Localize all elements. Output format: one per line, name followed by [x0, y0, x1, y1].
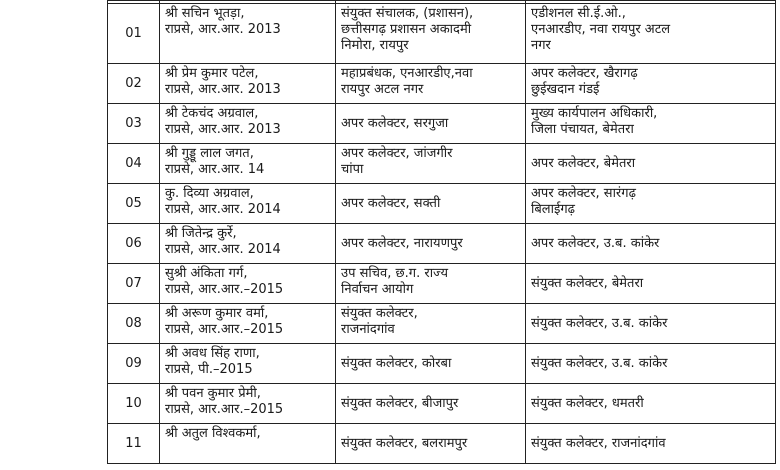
new-posting — [526, 224, 776, 264]
new-posting-line: संयुक्त कलेक्टर, उ.ब. कांकेर — [531, 355, 668, 371]
table-row — [108, 144, 776, 184]
current-post-line: राजनांदगांव — [341, 322, 395, 337]
table-row — [108, 224, 776, 264]
current-post-line: उप सचिव, छ.ग. राज्य — [341, 266, 449, 281]
transfer-order-table — [107, 0, 776, 464]
table-row — [108, 4, 776, 64]
officer-cell — [160, 264, 336, 304]
officer-name: श्री टेकचंद अग्रवाल, — [165, 106, 259, 121]
table-row — [108, 344, 776, 384]
new-posting — [526, 264, 776, 304]
officer-name: श्री अरूण कुमार वर्मा, — [165, 306, 269, 321]
serial-number: 10 — [108, 384, 160, 424]
current-post — [336, 144, 526, 184]
new-posting-line: जिला पंचायत, बेमेतरा — [531, 122, 634, 137]
officer-batch: राप्रसे, आर.आर. 2014 — [165, 202, 281, 217]
officer-name: श्री पवन कुमार प्रेमी, — [165, 386, 261, 401]
officer-name: श्री प्रेम कुमार पटेल, — [165, 66, 259, 81]
serial-number: 03 — [108, 104, 160, 144]
serial-number: 02 — [108, 64, 160, 104]
officer-name: श्री जितेन्द्र कुर्रे, — [165, 226, 237, 241]
table-row — [108, 184, 776, 224]
current-post — [336, 384, 526, 424]
new-posting-line: अपर कलेक्टर, सारंगढ़ — [531, 186, 636, 201]
new-posting — [526, 344, 776, 384]
officer-cell — [160, 144, 336, 184]
current-post — [336, 224, 526, 264]
current-post-line: संयुक्त कलेक्टर, बीजापुर — [341, 395, 459, 411]
current-post-line: निमोरा, रायपुर — [341, 38, 409, 53]
table-row — [108, 424, 776, 464]
current-post-line: संयुक्त कलेक्टर, बलरामपुर — [341, 435, 468, 451]
officer-batch: राप्रसे, आर.आर.–2015 — [165, 402, 284, 417]
current-post — [336, 264, 526, 304]
serial-number: 08 — [108, 304, 160, 344]
serial-number: 11 — [108, 424, 160, 464]
table-row — [108, 64, 776, 104]
serial-number: 05 — [108, 184, 160, 224]
new-posting — [526, 64, 776, 104]
officer-cell — [160, 4, 336, 64]
officer-batch: राप्रसे, आर.आर. 2013 — [165, 22, 281, 37]
new-posting-line: अपर कलेक्टर, बेमेतरा — [531, 155, 636, 171]
current-post-line: संयुक्त कलेक्टर, कोरबा — [341, 355, 452, 371]
officer-cell — [160, 104, 336, 144]
current-post-line: निर्वाचन आयोग — [341, 282, 414, 297]
serial-number: 04 — [108, 144, 160, 184]
current-post-line: छत्तीसगढ़ प्रशासन अकादमी — [341, 22, 472, 37]
table-row — [108, 104, 776, 144]
table-row — [108, 304, 776, 344]
new-posting-line: एनआरडीए, नवा रायपुर अटल — [531, 22, 671, 37]
current-post-line: संयुक्त कलेक्टर, — [341, 306, 418, 321]
officer-cell — [160, 424, 336, 464]
officer-cell — [160, 384, 336, 424]
current-post-line: अपर कलेक्टर, जांजगीर — [341, 146, 453, 161]
officer-name: श्री अवध सिंह राणा, — [165, 346, 260, 361]
table-row — [108, 384, 776, 424]
officer-name: श्री अतुल विश्वकर्मा, — [165, 426, 261, 441]
officer-cell — [160, 344, 336, 384]
new-posting-line: अपर कलेक्टर, उ.ब. कांकेर — [531, 235, 660, 251]
officer-batch: राप्रसे, आर.आर. 2014 — [165, 242, 281, 257]
current-post-line: अपर कलेक्टर, सरगुजा — [341, 115, 449, 131]
officer-batch: राप्रसे, आर.आर. 2013 — [165, 82, 281, 97]
officer-name: श्री गुड्डू लाल जगत, — [165, 146, 254, 161]
new-posting — [526, 144, 776, 184]
new-posting-line: छुईखदान गंडई — [531, 82, 600, 97]
current-post-line: रायपुर अटल नगर — [341, 82, 424, 97]
officer-name: श्री सचिन भूतड़ा, — [165, 6, 245, 21]
officer-name: कु. दिव्या अग्रवाल, — [165, 186, 254, 201]
current-post — [336, 64, 526, 104]
current-post — [336, 304, 526, 344]
officer-name: सुश्री अंकिता गर्ग, — [165, 266, 248, 281]
current-post-line: महाप्रबंधक, एनआरडीए,नवा — [341, 66, 473, 81]
table-row — [108, 264, 776, 304]
officer-batch: राप्रसे, आर.आर. 2013 — [165, 122, 281, 137]
new-posting — [526, 104, 776, 144]
serial-number: 01 — [108, 4, 160, 64]
officer-cell — [160, 224, 336, 264]
officer-cell — [160, 184, 336, 224]
current-post — [336, 184, 526, 224]
new-posting-line: एडीशनल सी.ई.ओ., — [531, 6, 626, 21]
serial-number: 06 — [108, 224, 160, 264]
current-post-line: अपर कलेक्टर, सक्ती — [341, 195, 441, 211]
new-posting — [526, 304, 776, 344]
new-posting-line: संयुक्त कलेक्टर, उ.ब. कांकेर — [531, 315, 668, 331]
current-post — [336, 4, 526, 64]
new-posting-line: बिलाईगढ़ — [531, 202, 575, 217]
officer-cell — [160, 304, 336, 344]
current-post — [336, 104, 526, 144]
new-posting-line: संयुक्त कलेक्टर, धमतरी — [531, 395, 644, 411]
new-posting-line: संयुक्त कलेक्टर, बेमेतरा — [531, 275, 644, 291]
current-post — [336, 424, 526, 464]
officer-batch: राप्रसे, आर.आर.–2015 — [165, 282, 284, 297]
serial-number: 07 — [108, 264, 160, 304]
current-post-line: संयुक्त संचालक, (प्रशासन), — [341, 6, 474, 21]
officer-batch: राप्रसे, आर.आर.–2015 — [165, 322, 284, 337]
officer-batch: राप्रसे, आर.आर. 14 — [165, 162, 265, 177]
new-posting-line: संयुक्त कलेक्टर, राजनांदगांव — [531, 435, 666, 451]
current-post-line: चांपा — [341, 162, 364, 177]
new-posting-line: नगर — [531, 38, 551, 53]
new-posting — [526, 4, 776, 64]
new-posting-line: अपर कलेक्टर, खैरागढ़ — [531, 66, 638, 81]
serial-number: 09 — [108, 344, 160, 384]
current-post — [336, 344, 526, 384]
officer-batch: राप्रसे, पी.–2015 — [165, 362, 253, 377]
new-posting — [526, 184, 776, 224]
new-posting — [526, 384, 776, 424]
current-post-line: अपर कलेक्टर, नारायणपुर — [341, 235, 463, 251]
new-posting — [526, 424, 776, 464]
new-posting-line: मुख्य कार्यपालन अधिकारी, — [531, 106, 658, 121]
officer-cell — [160, 64, 336, 104]
